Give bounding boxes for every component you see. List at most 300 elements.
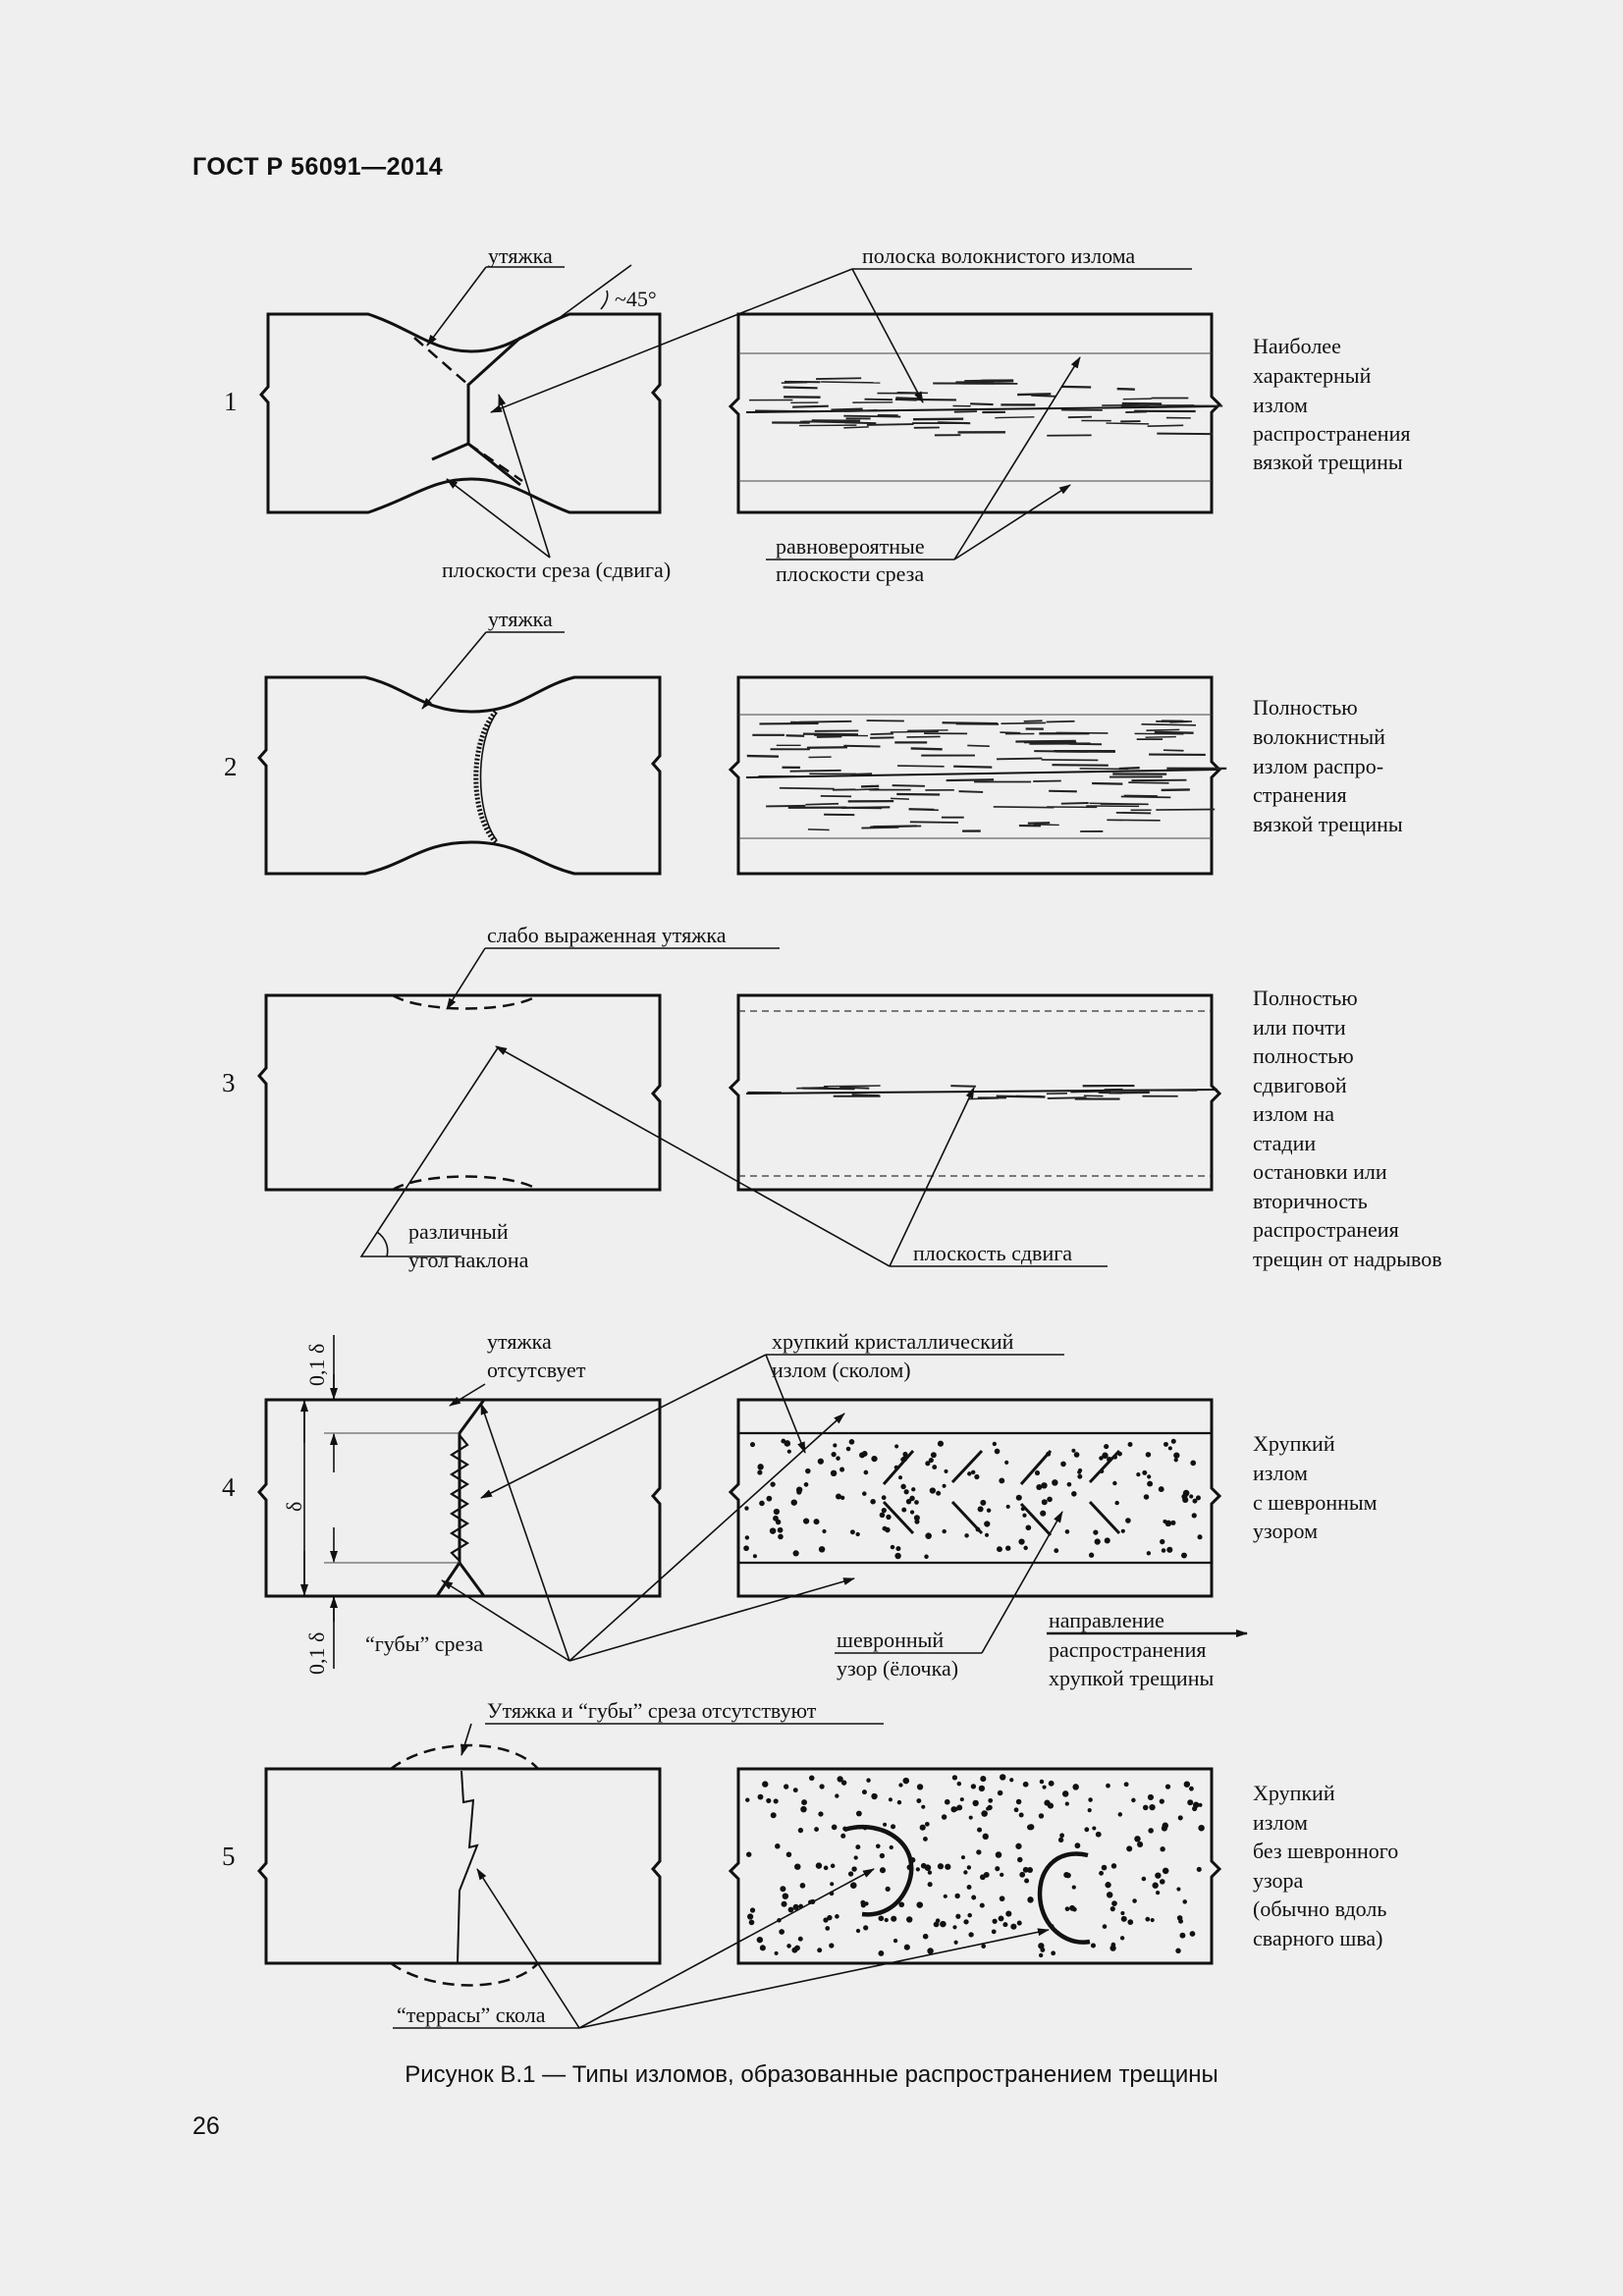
grain-dot [1146,1452,1152,1458]
chevron-mark [1090,1502,1119,1533]
fiber-stroke [1015,741,1075,742]
svg-text:Хрупкий: Хрупкий [1253,1781,1335,1805]
fiber-stroke [843,427,869,428]
grain-dot [1174,1458,1178,1462]
fiber-stroke [1092,783,1122,784]
row-3-description [1253,986,1442,1271]
grain-dot [978,1506,984,1512]
grain-dot [942,1814,947,1819]
grain-dot [920,1825,926,1831]
fiber-stroke [816,378,861,379]
svg-text:Полностью: Полностью [1253,986,1358,1010]
grain-dot [1128,1442,1133,1447]
grain-dot [914,1515,920,1521]
grain-dot [831,1864,836,1869]
grain-dot [1163,1868,1169,1875]
svg-text:излом: излом [1253,393,1308,417]
grain-dot [898,1783,902,1787]
grain-dot [796,1489,801,1494]
grain-dot [1089,1553,1094,1558]
grain-dot [1165,1521,1172,1527]
grain-dot [995,1449,1001,1455]
grain-dot [1198,1803,1202,1807]
grain-dot [831,1452,836,1457]
grain-dot [794,1863,800,1869]
grain-dot [883,1526,888,1531]
grain-dot [1072,1784,1079,1790]
svg-text:странения: странения [1253,782,1347,807]
grain-dot [862,1491,867,1496]
grain-dot [1148,1828,1154,1834]
grain-dot [1065,1802,1069,1806]
grain-dot [985,1533,989,1537]
fiber-stroke [995,417,1034,418]
fiber-stroke [784,387,818,388]
grain-dot [1198,1825,1204,1831]
grain-dot [800,1883,806,1889]
grain-dot [927,1948,933,1953]
svg-text:Полностью: Полностью [1253,695,1358,720]
grain-dot [914,1500,919,1505]
grain-dot [1121,1916,1127,1922]
grain-dot [1014,1807,1019,1812]
grain-dot [954,1941,958,1945]
grain-dot [1049,1781,1055,1787]
fiber-stroke [1049,791,1077,792]
grain-dot [803,1519,809,1524]
fibrous-strip-label: полоска волокнистого излома [862,243,1136,268]
grain-dot [1110,1906,1115,1911]
grain-dot [894,1553,900,1559]
grain-dot [1126,1845,1132,1851]
figure-caption: Рисунок В.1 — Типы изломов, образованные распространением трещины [405,2061,1218,2088]
grain-dot [923,1934,929,1940]
grain-dot [1192,1806,1197,1811]
grain-dot [921,1863,927,1869]
grain-dot [880,1867,886,1873]
grain-dot [781,1439,785,1444]
svg-text:стадии: стадии [1253,1131,1317,1155]
grain-dot [1160,1539,1164,1544]
grain-dot [757,1469,762,1474]
fiber-stroke [950,1086,976,1087]
grain-dot [848,1871,853,1876]
grain-dot [1009,1778,1013,1782]
fiber-stroke [1075,1098,1097,1099]
fiber-stroke [766,806,805,807]
grain-dot [855,1532,859,1536]
grain-dot [992,1929,997,1934]
grain-dot [980,1500,986,1506]
row-4-description [1253,1431,1378,1543]
grain-dot [870,1499,876,1505]
grain-dot [976,1849,981,1854]
grain-dot [793,1788,798,1792]
grain-dot [1165,1784,1170,1789]
grain-dot [788,1907,794,1913]
grain-dot [1010,1924,1016,1930]
fiber-stroke [805,804,839,805]
fiber-stroke [997,759,1042,760]
row-4 [222,1329,1378,1690]
grain-dot [1043,1786,1047,1789]
fiber-stroke [907,730,947,731]
grain-dot [856,1811,862,1817]
specimen-profile [259,677,660,874]
grain-dot [850,1529,855,1534]
grain-dot [1197,1867,1202,1872]
grain-dot [784,1784,788,1789]
grain-dot [1059,1833,1064,1838]
grain-dot [1131,1798,1136,1803]
grain-dot [746,1852,751,1857]
grain-dot [1179,1933,1185,1939]
no-neck-label-2: отсутсвует [487,1358,586,1382]
grain-dot [805,1468,810,1473]
grain-dot [1143,1805,1149,1811]
fiber-stroke [755,410,809,411]
svg-text:полностью: полностью [1253,1043,1354,1068]
grain-dot [1107,1892,1112,1897]
grain-dot [1071,1491,1077,1497]
fracture-surface-1 [730,314,1222,512]
grain-dot [800,1806,806,1812]
grain-dot [889,1797,893,1801]
fiber-stroke [1047,721,1075,722]
grain-dot [854,1855,858,1859]
grain-dot [928,1870,932,1874]
grain-dot [809,1776,815,1782]
grain-dot [1114,1501,1118,1505]
fiber-stroke [1017,394,1051,395]
grain-dot [944,1895,947,1898]
grain-dot [1178,1919,1183,1924]
grain-dot [1178,1815,1183,1820]
fiber-stroke [1146,737,1176,738]
svg-text:характерный: характерный [1253,363,1372,388]
grain-dot [1145,1917,1150,1922]
fiber-stroke [1106,423,1149,424]
grain-dot [906,1916,912,1922]
grain-dot [1065,1873,1071,1879]
grain-dot [878,1915,884,1921]
grain-dot [1035,1470,1040,1475]
grain-dot [786,1944,791,1949]
fiber-stroke [1034,751,1087,752]
grain-dot [1120,1911,1124,1915]
svg-text:Хрупкий: Хрупкий [1253,1431,1335,1456]
direction-label-2: распространения [1049,1637,1207,1662]
grain-dot [942,1529,946,1533]
svg-text:с шевронным: с шевронным [1253,1490,1378,1515]
grain-dot [1095,1538,1101,1544]
fiber-stroke [861,786,879,787]
grain-dot [1044,1800,1050,1806]
grain-dot [778,1527,784,1533]
grain-dot [1175,1949,1180,1953]
grain-dot [798,1937,803,1942]
grain-dot [817,1948,822,1952]
grain-dot [1125,1518,1131,1523]
grain-dot [1028,1824,1034,1830]
grain-dot [977,1828,982,1833]
grain-dot [900,1484,905,1489]
neck-label: утяжка [488,243,553,268]
grain-dot [1006,1505,1010,1509]
grain-dot [824,1866,829,1871]
grain-dot [760,1945,766,1950]
fiber-stroke [1061,803,1089,804]
grain-dot [1026,1524,1032,1530]
grain-dot [1182,1497,1188,1503]
grain-dot [880,1853,885,1858]
grain-dot [849,1439,855,1445]
grain-dot [890,1845,893,1849]
grain-dot [1112,1481,1116,1485]
fiber-stroke [994,807,1055,808]
fiber-stroke [1155,732,1194,733]
grain-dot [759,1501,765,1507]
fiber-stroke [1162,789,1190,790]
grain-dot [1040,1511,1046,1517]
grain-dot [1060,1462,1066,1468]
fiber-stroke [1148,425,1184,426]
grain-dot [1147,1474,1151,1478]
grain-dot [1189,1787,1194,1791]
grain-dot [749,1920,755,1926]
grain-dot [1016,1799,1022,1805]
grain-dot [1091,1943,1096,1948]
fiber-stroke [1028,823,1050,824]
fiber-stroke [843,746,880,747]
equiprobable-label-2: плоскости среза [776,561,925,586]
grain-dot [983,1834,989,1840]
grain-dot [1075,1842,1081,1848]
grain-dot [1040,1780,1044,1784]
grain-dot [1093,1530,1098,1535]
grain-dot [960,1797,964,1801]
fiber-stroke [967,745,990,746]
row-2-description [1253,695,1403,836]
grain-dot [1173,1452,1179,1458]
grain-dot [886,1887,891,1892]
grain-dot [856,1929,860,1933]
fiber-stroke [1070,1092,1110,1093]
grain-dot [1152,1883,1158,1889]
grain-dot [814,1827,819,1832]
grain-dot [910,1510,914,1514]
grain-dot [871,1793,877,1799]
grain-dot [1099,1871,1104,1876]
fracture-surface-2 [730,677,1226,874]
grain-dot [894,1444,898,1448]
fiber-stroke [1156,810,1215,811]
brittle-label-2: излом (сколом) [772,1358,911,1382]
grain-dot [943,1484,947,1488]
no-neck-label-1: утяжка [487,1329,552,1354]
row-number: 2 [224,752,238,781]
grain-dot [929,1458,934,1463]
grain-dot [1160,1798,1164,1803]
grain-dot [1160,1879,1165,1885]
grain-dot [980,1874,986,1880]
grain-dot [1015,1843,1021,1849]
grain-dot [924,1555,929,1560]
grain-dot [893,1939,897,1943]
grain-dot [999,1478,1004,1484]
grain-dot [967,1913,972,1918]
chevron-mark [952,1502,982,1533]
fiber-stroke [954,411,977,412]
svg-text:излом распро-: излом распро- [1253,754,1384,778]
svg-text:излом на: излом на [1253,1101,1334,1126]
fiber-stroke [1001,722,1046,723]
fiber-stroke [808,829,830,830]
fiber-stroke [1068,417,1092,418]
grain-dot [794,1946,800,1951]
grain-dot [1039,1813,1044,1818]
fiber-stroke [897,766,945,767]
fiber-stroke [975,381,1013,382]
fiber-stroke [943,722,998,723]
fiber-stroke [1000,732,1020,733]
grain-dot [954,1894,959,1898]
grain-dot [880,1513,886,1519]
grain-dot [936,1918,941,1923]
grain-dot [1137,1842,1143,1847]
chevron-mark [1021,1451,1051,1484]
grain-dot [980,1776,986,1782]
grain-dot [1000,1896,1005,1901]
grain-dot [846,1447,851,1452]
grain-dot [1127,1919,1133,1925]
grain-dot [938,1441,944,1447]
grain-dot [862,1789,867,1794]
svg-text:вязкой трещины: вязкой трещины [1253,450,1403,474]
svg-text:распространения: распространения [1253,421,1411,446]
specimen-profile [261,314,660,512]
fiber-stroke [1117,389,1135,390]
grain-dot [944,1469,947,1473]
grain-dot [1084,1827,1089,1832]
fiber-stroke [867,424,914,425]
grain-dot [1051,1950,1055,1955]
grain-dot [1019,1813,1024,1818]
fiber-stroke [824,1086,881,1087]
grain-dot [1047,1497,1053,1503]
grain-dot [1163,1442,1168,1447]
grain-dot [1142,1877,1147,1882]
grain-dot [987,1508,992,1513]
fiber-stroke [1119,768,1140,769]
fiber-stroke [947,779,994,780]
grain-dot [1160,1846,1164,1851]
grain-dot [830,1882,834,1886]
grain-dot [984,1521,990,1526]
fiber-stroke [871,733,893,734]
grain-dot [1022,1514,1026,1518]
svg-text:Наиболее: Наиболее [1253,334,1341,358]
chevron-mark [1021,1504,1051,1535]
fiber-stroke [747,756,779,757]
grain-dot [936,1491,941,1496]
grain-dot [819,1784,824,1789]
grain-dot [850,1882,857,1889]
fiber-stroke [841,807,890,808]
svg-text:(обычно вдоль: (обычно вдоль [1253,1896,1387,1921]
grain-dot [1041,1482,1047,1488]
fiber-stroke [1146,729,1179,730]
grain-dot [1187,1799,1193,1805]
grain-dot [1054,1548,1058,1553]
fiber-stroke [803,421,846,422]
grain-dot [931,1452,937,1458]
grain-dot [1103,1924,1108,1929]
grain-dot [1197,1534,1202,1539]
grain-dot [775,1843,781,1849]
grain-dot [1192,1513,1197,1518]
grain-dot [1155,1872,1161,1878]
grain-dot [882,1508,887,1513]
fiber-stroke [1163,750,1184,751]
grain-dot [779,1929,784,1935]
grain-dot [981,1810,988,1817]
grain-dot [885,1918,889,1922]
grain-dot [1067,1482,1072,1487]
grain-dot [835,1914,839,1919]
grain-dot [916,1798,921,1803]
grain-dot [911,1487,915,1491]
grain-dot [925,1822,930,1827]
svg-text:сдвиговой: сдвиговой [1253,1073,1347,1097]
grain-dot [1134,1836,1140,1842]
grain-dot [1162,1825,1167,1831]
svg-text:вторичность: вторичность [1253,1189,1368,1213]
grain-dot [822,1529,826,1533]
grain-dot [898,1475,902,1479]
grain-dot [1088,1808,1092,1812]
svg-text:волокнистный: волокнистный [1253,724,1385,749]
grain-dot [1077,1470,1081,1474]
grain-dot [776,1520,781,1524]
grain-dot [925,1532,932,1539]
grain-dot [891,1916,896,1922]
grain-dot [1104,1444,1109,1449]
grain-dot [1120,1936,1124,1940]
grain-dot [883,1823,887,1827]
grain-dot [969,1816,973,1820]
grain-dot [1111,1900,1117,1906]
grain-dot [963,1919,968,1924]
grain-dot [859,1452,865,1458]
grain-dot [1190,1931,1196,1937]
grain-dot [938,1863,944,1869]
grain-dot [1042,1499,1048,1505]
direction-label-3: хрупкой трещины [1049,1666,1215,1690]
grain-dot [882,1495,887,1500]
fiber-stroke [911,748,943,749]
fiber-stroke [790,722,816,723]
grain-dot [971,1896,976,1900]
grain-dot [1038,1943,1044,1949]
grain-dot [816,1862,822,1868]
grain-dot [774,1798,779,1803]
svg-text:излом: излом [1253,1461,1308,1485]
fiber-stroke [1107,820,1160,821]
no-neck-no-lips-label: Утяжка и “губы” среза отсутствуют [487,1698,817,1723]
grain-dot [1058,1838,1063,1842]
grain-dot [963,1870,967,1874]
